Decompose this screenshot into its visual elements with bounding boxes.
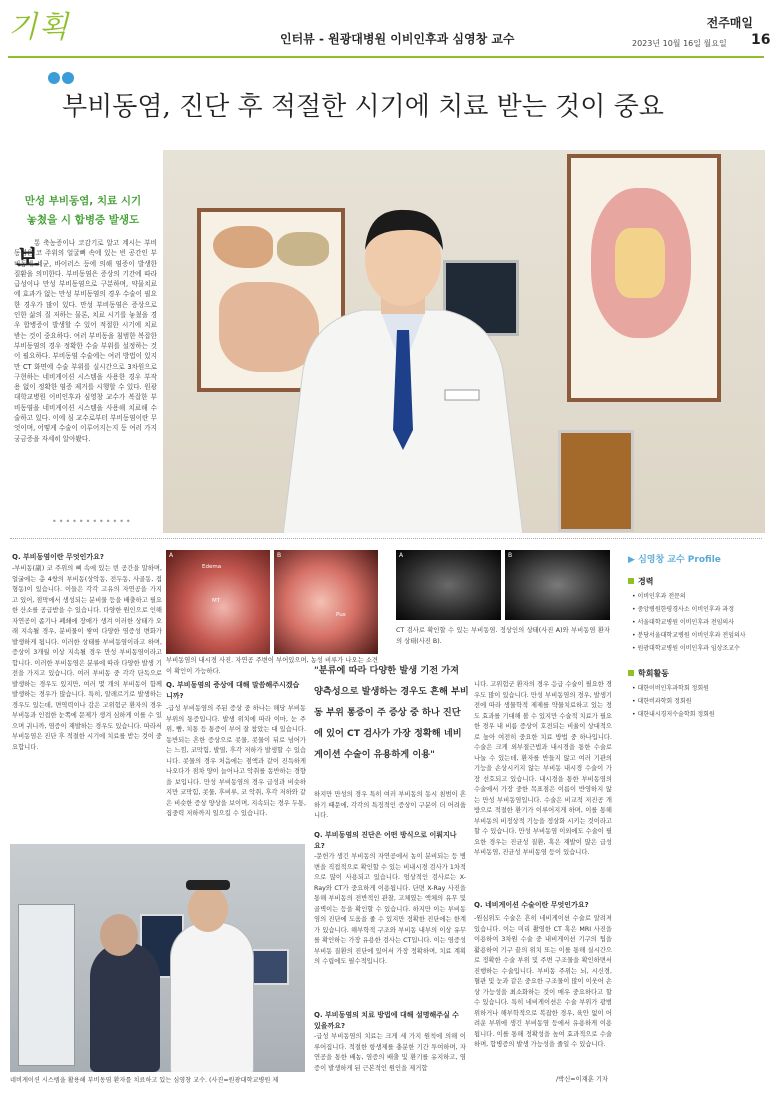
column-text: -문헌가 생긴 부비동의 자연공에서 농이 분비되는 등 병변을 직접적으로 확인할 수 있는 비내시경 검사가 1차적으로 많이 사용되고 있습니다. 엄상적인 검사로는 X-Ray와 CT가 중요하게 이용됩니다. 단면 X-Ray 사진을 통해 부비동의 전반적인 관찰, 고체였는 액체의 유무 및 골벽이는 등을 확인할 수 있습니다. 하지만 이는 부비동염의 진단에 도움을 줄 수 있지만 정확한 진단에는 한계가 있습니다. 해부학적 구조와 부비동 내부의 이상 유무를 확인하는 가장 유용한 검사는 CT입니다. 이는 염증성 부비동 질환의 진단에 있어서 가장 정확하며, 치료 계획의 수립에도 필수적입니다. bbox=[314, 853, 466, 965]
profile-title: ▶ 심영창 교수 Profile bbox=[628, 555, 721, 565]
column-text: -급성 부비동염의 주된 증상 중 하나는 해당 부비동 부위의 통증입니다. 발생 위치에 따라 이마, 눈 주위, 뺨, 치통 등 통증이 부어 잘 참았는 대 있습니다. 동반되는 흔한 증상으로 콧물, 콧물이 뒤로 넘어가는 느낌, 코막힘, 발열, 후각 저하가 발생할 수 있습니다. 콧물의 경우 처음에는 점액과 같이 진득하게 나오다가 점차 양이 늘어나고 악취를 동반하는 경향을 보입니다. 만성 부비동염의 경우 급성과 비슷하지만 코막힘, 콧물, 후비루, 코 악취, 후각 저하와 같은 비슷한 증상 양상을 보이며, 지속되는 경우 두통, 집중력 저하까지 일으킬 수 있습니다. bbox=[166, 705, 306, 817]
header-title: 인터뷰 - 원광대병원 이비인후과 심영창 교수 bbox=[280, 32, 515, 46]
dropcap: 보 bbox=[16, 243, 40, 272]
society-item: • 대한이비인후과학회 정회원 bbox=[632, 685, 709, 692]
sinus-anatomy-poster bbox=[567, 154, 721, 402]
doctor-head bbox=[188, 886, 228, 932]
q-heading: Q. 부비동염의 증상에 대해 말씀해주시겠습니까? bbox=[166, 681, 300, 700]
subhead bbox=[8, 192, 158, 230]
endoscope-monitor-image bbox=[558, 430, 634, 532]
column-text: 하지만 만성의 경우 특히 여러 부비동의 동시 침범이 흔하기 때문에, 각각의 특징적인 증상이 구분이 더 어려웁니다. bbox=[314, 791, 466, 819]
decorative-dots: •••••••••••• bbox=[52, 517, 133, 526]
society-item: • 대한내시경저수술학회 정회원 bbox=[632, 711, 715, 718]
quote-mark-icon bbox=[62, 72, 74, 84]
header-rule bbox=[8, 56, 764, 58]
endoscopy-photo-a: A Edema MT bbox=[166, 550, 270, 654]
career-item: • 원광대학교병원 이비인후과 임상조교수 bbox=[632, 645, 740, 652]
career-label: 경력 bbox=[628, 576, 653, 587]
career-list bbox=[632, 590, 764, 655]
society-item: • 대한비과학회 정회원 bbox=[632, 698, 692, 705]
photo-caption: CT 검사로 확인할 수 있는 부비동염. 정상인의 상태(사진 A)와 부비동염 환자의 상태(사진 B). bbox=[396, 627, 610, 645]
q-heading: Q. 부비동염의 치료 방법에 대해 설명해주실 수 있을까요? bbox=[314, 1011, 459, 1030]
doctor-portrait-photo bbox=[163, 150, 765, 533]
patient-figure bbox=[90, 942, 160, 1072]
headline: 부비동염, 진단 후 적절한 시기에 치료 받는 것이 중요 bbox=[62, 92, 664, 122]
society-list bbox=[632, 682, 764, 721]
photo-caption: 네비게이션 시스템을 활용해 부비동염 환자를 치료하고 있는 심영창 교수. (사진=원광대학교병원 제 bbox=[10, 1077, 279, 1084]
column-text: -급성 부비동염의 치료는 크게 세 가지 원칙에 의해 이루어집니다. 적절한 항생제를 충분한 기간 투여하며, 자연공을 통한 배농, 염증의 배출 및 환기를 유지하고, 염증이 발생하게 된 근본적인 원인을 제거합 bbox=[314, 1033, 466, 1072]
doctor-in-procedure bbox=[170, 922, 254, 1072]
subhead-line: 만성 부비동염, 치료 시기 bbox=[24, 195, 142, 207]
patient-head bbox=[100, 914, 138, 956]
doctor-figure bbox=[273, 200, 533, 533]
endoscopy-photos bbox=[166, 550, 378, 654]
divider bbox=[10, 538, 762, 539]
byline: /박신=이재훈 기자 bbox=[556, 1076, 608, 1083]
column-text: 니다. 고위험군 환자의 경우 응급 수술이 필요한 경우도 많이 있습니다. 만성 부비동염의 경우, 발생기전에 따라 생물학적 제제를 약물치료하고 있는 정도 효과를 기대해 볼 수 있지만 수술적 치료가 필요한 경우 내 비름 증상이 호전되는 비율이 상대적으로 높아 여전히 중요한 치료 방법 중 하나입니다. 수술은 크게 외부절근법과 내시경을 통한 수술로 나눌 수 있는데, 환자를 반들지 않고 여러 기관의 기능을 손상시키지 않는 부비동 내시경 수술이 가장 선호되고 있습니다. 내시경을 통한 부비동염의 수술에서 가장 중한 목표점은 이름이 반영하지 않는 만성 부비동염입니다. 수술은 비교적 저진공 개방으로 적절한 환기가 이루어지게 하며, 이를 통해 부비동의 비정상적 기능을 정상화 시키는 것이라고 할 수 있습니다. 만성 부비동염 이외에도 수술이 필요한 경우는 진균성 질환, 혹은 재발이 많은 급성 부비동염, 진균성 부비동염 등이 있습니다. bbox=[474, 681, 612, 856]
quote-mark-icon bbox=[48, 72, 60, 84]
ct-scan-a: A bbox=[396, 550, 501, 620]
column-text: -원심위도 수술은 흔히 네비게이션 수술로 알려져 있습니다. 이는 미리 촬영한 CT 혹은 MRI 사진을 이용하여 3차원 수술 중 내비게이션 기구의 팁을 활용하여 기구 끝의 위치 또는 이를 통해 실시간으로 정확한 수술 부위 및 주변 구조물을 확인하면서 진행하는 수술입니다. 부비동 주위는 뇌, 시신경, 혈관 및 눈과 같은 중요한 구조물이 많이 이웃어 손상 가능성을 최소화하는 것이 매우 중요하다고 할 수 있습니다. 특히 네비게이션은 수술 부위가 광범위하거나 해부학적으로 복잡한 경우, 육안 없이 어려운 부위에 생긴 부비동염 등에서 유용하게 이용됩니다. 이를 통해 정확성을 높여 효과적으로 수술하며, 합병증의 발생 가능성을 줄일 수 있습니다. bbox=[474, 915, 612, 1048]
career-item: • 분당서울대학교병원 이비인후과 전임의사 bbox=[632, 632, 746, 639]
q-heading: Q. 네비게이션 수술이란 무엇인가요? bbox=[474, 901, 589, 909]
ct-scan-b: B bbox=[505, 550, 610, 620]
career-item: • 중앙병원한평경사소 이비인후과 과정 bbox=[632, 606, 735, 613]
headlight-icon bbox=[186, 880, 230, 890]
subhead-line: 놓쳤을 시 합병증 발생도 bbox=[26, 214, 140, 226]
endoscopy-photo-b: B Pus bbox=[274, 550, 378, 654]
paper-name: 전주매일 bbox=[706, 16, 753, 30]
section-mark: 기획 bbox=[8, 10, 70, 45]
career-item: • 서울대학교병원 이비인후과 전임의사 bbox=[632, 619, 735, 626]
column-text: -부비동(副) 코 주위의 뼈 속에 있는 빈 공간을 말하며, 얼굴에는 총 4쌍의 부비동(상악동, 전두동, 사골동, 접형동)이 있습니다. 이들은 각각 고유의 자연공을 가지고 있어, 점막에서 생성되는 분비물 등을 배출하고 필요한 산소를 공급받을 수 있습니다. 다양한 원인으로 인해 자연공이 좁기나 폐쇄에 장애가 생겨 이러한 상태가 오래 지속될 경우, 분비물이 쌓여 다양한 염증성 변화가 발생하게 됩니다. 이러한 상태를 부비동염이라고 하며, 증상이 3개월 이상 지속될 경우 만성 부비동염이라고 합니다. 이러한 부비동염은 분류에 따라 다양한 발생 기전을 가지고 있습니다. 여러 부비동 중 각각 단독으로 발생하는 경우도 있지만, 여러 몇 개의 부비동이 함께 발생하는 경우가 많습니다. 특히, 알레르기로 발생하는 경우도 있는데, 면역력이나 감은 고위험군 환자의 경우 부비동과 인접한 눈쪽에 문제가 생겨 심하게 이를 수 있으며 귀니까, 염증이 재발하는 경우도 있습니다. 따라서 부비동염은 진단 후 적절한 시기에 치료를 받는 것이 중요합니다. bbox=[12, 565, 162, 751]
q-heading: Q. 부비동염이란 무엇인가요? bbox=[12, 553, 104, 561]
society-label: 학회활동 bbox=[628, 668, 669, 679]
intro-text: 통 축농증이나 코감기로 알고 계시는 부비동염은 코 주위의 얼굴뼈 속에 있는 빈 공간인 부비동에 세균, 바이러스 등에 의해 염증이 발생한 질환을 의미한다. 부비동염은 증상의 기간에 따라 급성이나 만성 부비동염으로 구분하며, 약물치료에 효과가 없는 만성 부비동염의 경우 수술이 필요한 경우가 많이 있다. 만성 부비동염은 증상으로 인한 삶의 질 저하는 물론, 치료 시기를 놓쳤을 경우 합병증이 발생할 수 있어 적절한 시기에 치료 받는 것이 중요하다. 여러 부비동을 침범한 복잡한 부비동염의 경우 정확한 수술 부위를 설정하는 것이 필요하다. 부비동염 수술에는 여러 방법이 있지만 CT 화면에 수술 부위를 실시간으로 3차원으로 구현하는 네비게이션 시스템을 사용한 경우 부작용 없이 정확한 염증 제거를 시행할 수 있다. 원광대학교병원 이비인후과 심영창 교수가 복잡한 부비동염을 네비게이션 시스템을 사용해 치료해 수술하고 있다. 이에 심 교수로부터 부비동염이란 무엇이며, 어떻게 수술이 이루어지는지 등 여러 가지 궁금증을 자세히 알아봤다. bbox=[14, 239, 157, 443]
career-item: • 이비인후과 전문의 bbox=[632, 593, 686, 600]
issue-date: 2023년 10월 16일 월요일 bbox=[632, 39, 727, 48]
page-number: 16 bbox=[751, 32, 771, 48]
navigation-machine bbox=[18, 904, 75, 1066]
pull-quote: "분류에 따라 다양한 발생 기전 가져 양측성으로 발생하는 경우도 흔해 부비동 부위 통증이 주 증상 중 하나 진단에 있어 CT 검사가 가장 정확해 네비게이션 수술이 유용하게 이용" bbox=[314, 665, 469, 760]
ct-scan-photos bbox=[396, 550, 610, 620]
photo-caption: 부비동염의 내시경 사진. 자연공 주변이 부어있으며, 농성 비루가 나오는 소견이 확인이 가능하다. bbox=[166, 657, 378, 675]
q-heading: Q. 부비동염의 진단은 어떤 방식으로 이뤄지나요? bbox=[314, 831, 457, 850]
procedure-photo bbox=[10, 844, 305, 1072]
